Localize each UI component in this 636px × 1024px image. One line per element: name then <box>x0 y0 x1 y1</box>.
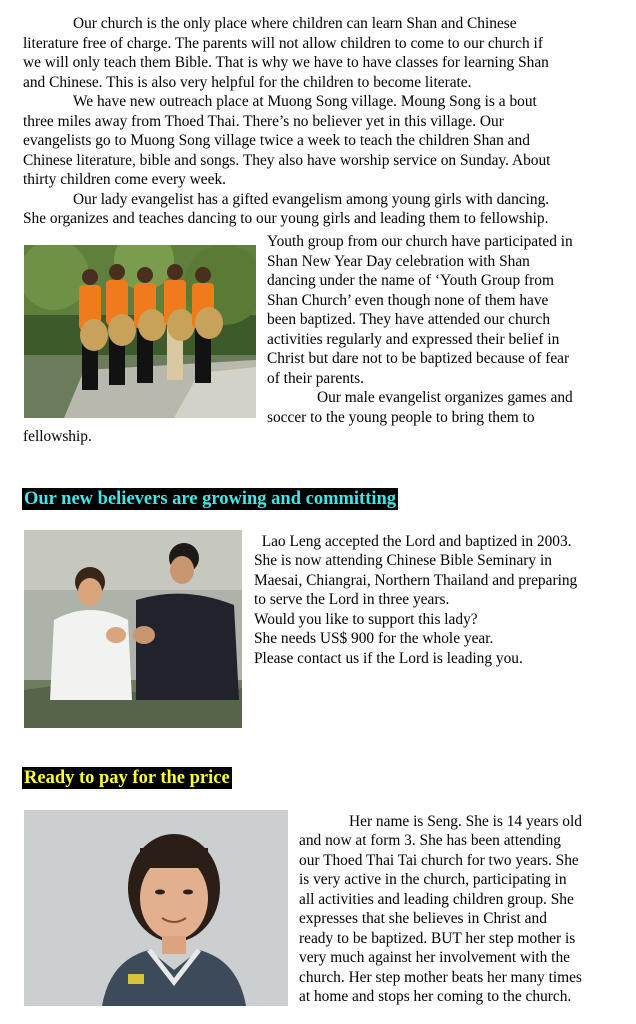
paragraph-line: is very active in the church, participating in <box>299 871 567 888</box>
paragraph-line: activities regularly and expressed their belief in <box>267 331 560 348</box>
paragraph-line: expresses that she believes in Christ and <box>299 910 547 927</box>
paragraph-line: Christ but dare not to be baptized because of fear <box>267 350 570 367</box>
section-heading-price: Ready to pay for the price <box>24 768 230 788</box>
paragraph-line: Please contact us if the Lord is leading you. <box>254 650 523 667</box>
paragraph-line: Our male evangelist organizes games and <box>317 389 573 406</box>
paragraph-line: and Chinese. This is also very helpful for the children to become literate. <box>23 74 472 91</box>
paragraph-line: We have new outreach place at Muong Song village. Moung Song is a bout <box>73 93 537 110</box>
paragraph-line: church. Her step mother beats her many times <box>299 969 582 986</box>
baptism-photo <box>24 530 242 728</box>
paragraph-line: evangelists go to Muong Song village twice a week to teach the children Shan and <box>23 132 530 149</box>
paragraph-line: Our church is the only place where children can learn Shan and Chinese <box>73 15 517 32</box>
paragraph-line: to serve the Lord in three years. <box>254 591 450 608</box>
paragraph-line: at home and stops her coming to the church. <box>299 988 572 1005</box>
paragraph-line: of their parents. <box>267 370 365 387</box>
paragraph-line: Would you like to support this lady? <box>254 611 478 628</box>
paragraph-line: our Thoed Thai Tai church for two years. She <box>299 852 579 869</box>
paragraph-line: Maesai, Chiangrai, Northern Thailand and preparing <box>254 572 578 589</box>
paragraph-line: Our lady evangelist has a gifted evangelism among young girls with dancing. <box>73 191 550 208</box>
paragraph-line: Her name is Seng. She is 14 years old <box>349 813 582 830</box>
paragraph-line: all activities and leading children group. She <box>299 891 574 908</box>
paragraph-line: we will only teach them Bible. That is why we have to have classes for learning Shan <box>23 54 549 71</box>
paragraph-line: Shan New Year Day celebration with Shan <box>267 253 530 270</box>
paragraph-line: dancing under the name of ‘Youth Group from <box>267 272 554 289</box>
paragraph-line: Lao Leng accepted the Lord and baptized in 2003. <box>261 533 572 550</box>
paragraph-line: ready to be baptized. BUT her step mother is <box>299 930 576 947</box>
paragraph-line: Chinese literature, bible and songs. They also have worship service on Sunday. About <box>23 152 551 169</box>
paragraph-line: soccer to the young people to bring them to <box>267 409 535 426</box>
paragraph-line: very much against her involvement with the <box>299 949 570 966</box>
paragraph-line: been baptized. They have attended our church <box>267 311 551 328</box>
paragraph-line: She is now attending Chinese Bible Seminary in <box>254 552 552 569</box>
paragraph-line: and now at form 3. She has been attending <box>299 832 562 849</box>
paragraph-line: Youth group from our church have participated in <box>267 233 573 250</box>
paragraph-line: Shan Church’ even though none of them have <box>267 292 549 309</box>
paragraph-line: three miles away from Thoed Thai. There’s no believer yet in this village. Our <box>23 113 504 130</box>
paragraph-line: thirty children come every week. <box>23 171 226 188</box>
seng-portrait-photo <box>24 810 288 1006</box>
youth-dancers-photo <box>24 245 256 418</box>
paragraph-line: She organizes and teaches dancing to our young girls and leading them to fellowship. <box>23 210 549 227</box>
paragraph-line: literature free of charge. The parents will not allow children to come to our church if <box>23 35 543 52</box>
paragraph-line: She needs US$ 900 for the whole year. <box>254 630 494 647</box>
paragraph-line: fellowship. <box>23 428 92 445</box>
section-heading-growing: Our new believers are growing and committing <box>24 489 397 509</box>
